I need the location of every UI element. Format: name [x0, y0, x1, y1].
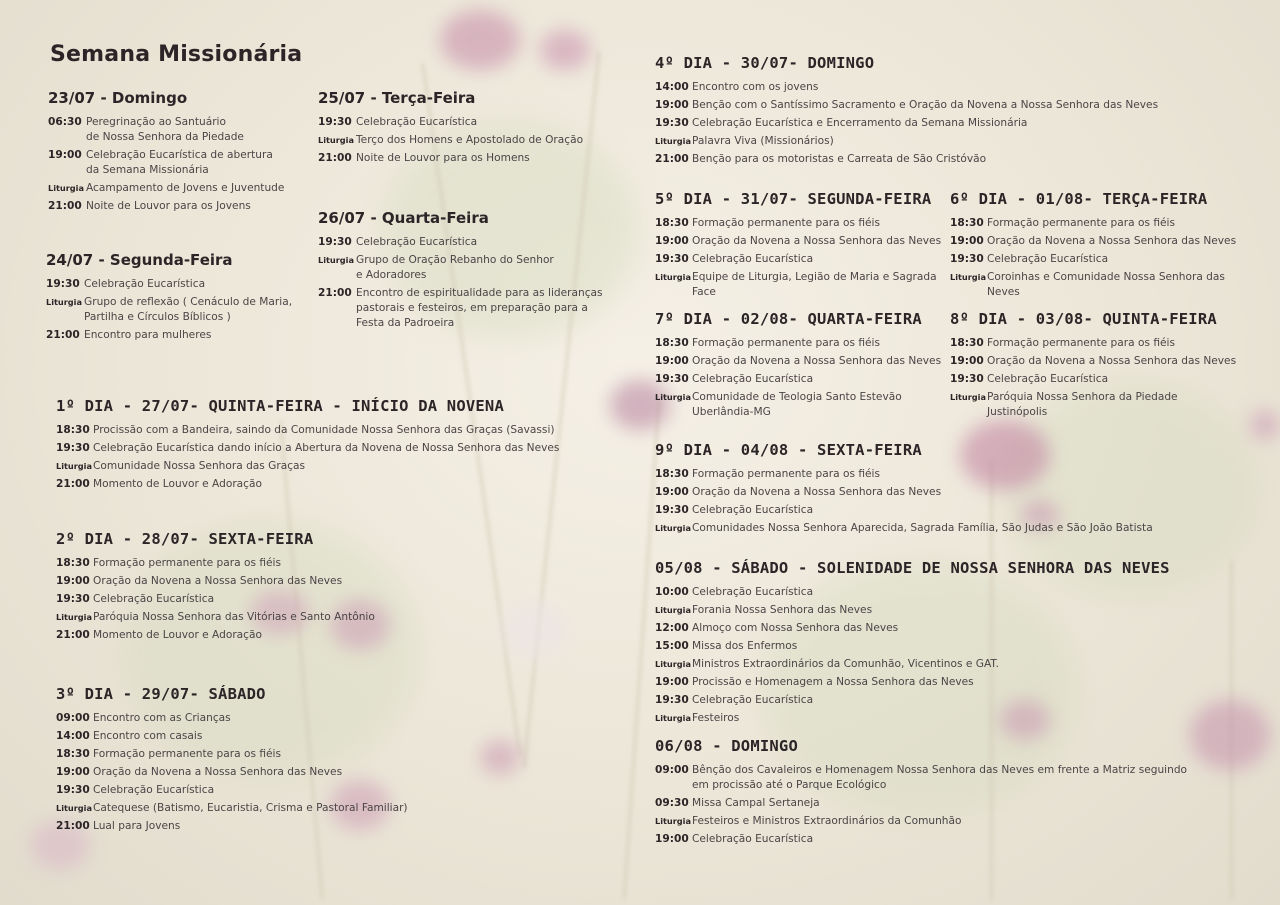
schedule-section [318, 209, 628, 334]
time-label: 19:00 [56, 575, 90, 587]
event-description: Palavra Viva (Missionários) [692, 135, 834, 147]
schedule-row [950, 372, 1240, 387]
section-heading: 06/08 - DOMINGO [655, 737, 798, 755]
event-description: Grupo de Oração Rebanho do Senhor e Adoradores [356, 254, 554, 281]
schedule-row [655, 832, 1255, 847]
event-description: Formação permanente para os fiéis [987, 337, 1176, 349]
schedule-row [655, 252, 945, 267]
event-description: Encontro com casais [93, 730, 203, 742]
time-label: 21:00 [56, 478, 90, 490]
time-label: 19:30 [56, 784, 90, 796]
time-label: 19:00 [950, 235, 984, 247]
liturgy-label: Liturgia [655, 605, 691, 615]
schedule-section [655, 54, 1255, 170]
schedule-row [56, 783, 616, 798]
event-description: Celebração Eucarística [987, 373, 1109, 385]
schedule-row [655, 603, 1255, 618]
time-label: 19:30 [655, 253, 689, 265]
time-label: 19:30 [950, 373, 984, 385]
schedule-row [655, 693, 1255, 708]
event-description: Paróquia Nossa Senhora das Vitórias e Santo Antônio [93, 611, 375, 623]
time-label: 14:00 [56, 730, 90, 742]
event-description: Comunidade Nossa Senhora das Graças [93, 460, 306, 472]
time-label: 18:30 [655, 337, 689, 349]
schedule-row [950, 252, 1240, 267]
event-description: Bênção dos Cavaleiros e Homenagem Nossa Senhora das Neves em frente a Matriz seguindo em procissão até o Parque Ecológico [692, 764, 1188, 791]
schedule-row [950, 390, 1240, 420]
event-description: Encontro com os jovens [692, 81, 819, 93]
time-label: 18:30 [950, 217, 984, 229]
liturgy-label: Liturgia [56, 461, 92, 471]
event-description: Encontro para mulheres [84, 329, 212, 341]
liturgy-label: Liturgia [48, 183, 84, 193]
time-label: 15:00 [655, 640, 689, 652]
schedule-section [950, 190, 1240, 303]
schedule-row [56, 477, 616, 492]
time-label: 09:30 [655, 797, 689, 809]
event-description: Oração da Novena a Nossa Senhora das Neves [93, 575, 343, 587]
time-label: 09:00 [56, 712, 90, 724]
schedule-row [655, 234, 945, 249]
time-label: 19:30 [950, 253, 984, 265]
schedule-row [655, 336, 945, 351]
event-description: Festeiros [692, 712, 740, 724]
event-description: Terço dos Homens e Apostolado de Oração [356, 134, 584, 146]
event-description: Forania Nossa Senhora das Neves [692, 604, 873, 616]
schedule-row [950, 234, 1240, 249]
event-description: Ministros Extraordinários da Comunhão, Vicentinos e GAT. [692, 658, 999, 670]
schedule-section [56, 530, 616, 646]
liturgy-label: Liturgia [655, 659, 691, 669]
schedule-row [56, 765, 616, 780]
schedule-row [655, 80, 1255, 95]
section-heading: 2º DIA - 28/07- SEXTA-FEIRA [56, 530, 314, 548]
section-heading: 25/07 - Terça-Feira [318, 89, 476, 107]
event-description: Celebração Eucarística [692, 833, 814, 845]
event-description: Formação permanente para os fiéis [692, 337, 881, 349]
schedule-row [655, 467, 1255, 482]
schedule-section [56, 397, 616, 495]
event-description: Encontro com as Crianças [93, 712, 231, 724]
schedule-row [56, 747, 616, 762]
section-heading: 24/07 - Segunda-Feira [46, 251, 233, 269]
time-label: 21:00 [318, 287, 352, 299]
time-label: 06:30 [48, 116, 82, 128]
schedule-row [56, 819, 616, 834]
schedule-row [56, 574, 616, 589]
schedule-row [655, 675, 1255, 690]
event-description: Catequese (Batismo, Eucaristia, Crisma e Pastoral Familiar) [93, 802, 408, 814]
time-label: 19:30 [655, 373, 689, 385]
event-description: Paróquia Nossa Senhora da Piedade Justinópolis [987, 391, 1178, 418]
time-label: 19:30 [56, 442, 90, 454]
section-heading: 8º DIA - 03/08- QUINTA-FEIRA [950, 310, 1217, 328]
schedule-section [318, 89, 618, 169]
event-description: Oração da Novena a Nossa Senhora das Neves [987, 355, 1237, 367]
time-label: 19:00 [655, 486, 689, 498]
liturgy-label: Liturgia [318, 135, 354, 145]
event-description: Procissão e Homenagem a Nossa Senhora das Neves [692, 676, 974, 688]
time-label: 18:30 [655, 217, 689, 229]
schedule-section [655, 559, 1255, 729]
page-title: Semana Missionária [50, 42, 303, 67]
section-heading: 5º DIA - 31/07- SEGUNDA-FEIRA [655, 190, 932, 208]
time-label: 19:00 [655, 99, 689, 111]
schedule-row [655, 639, 1255, 654]
event-description: Celebração Eucarística [987, 253, 1109, 265]
schedule-row [655, 585, 1255, 600]
schedule-row [655, 116, 1255, 131]
event-description: Oração da Novena a Nossa Senhora das Neves [987, 235, 1237, 247]
event-description: Formação permanente para os fiéis [987, 217, 1176, 229]
event-description: Missa dos Enfermos [692, 640, 798, 652]
event-description: Coroinhas e Comunidade Nossa Senhora das Neves [987, 271, 1225, 298]
time-label: 19:30 [56, 593, 90, 605]
schedule-row [655, 657, 1255, 672]
time-label: 18:30 [56, 424, 90, 436]
time-label: 19:00 [655, 355, 689, 367]
section-heading: 9º DIA - 04/08 - SEXTA-FEIRA [655, 441, 922, 459]
liturgy-label: Liturgia [655, 136, 691, 146]
schedule-section [655, 310, 945, 423]
time-label: 19:30 [655, 117, 689, 129]
schedule-row [655, 711, 1255, 726]
schedule-row [655, 372, 945, 387]
schedule-row [48, 181, 308, 196]
event-description: Noite de Louvor para os Homens [356, 152, 530, 164]
time-label: 19:30 [655, 694, 689, 706]
time-label: 21:00 [56, 629, 90, 641]
event-description: Celebração Eucarística e Encerramento da Semana Missionária [692, 117, 1028, 129]
schedule-section [655, 737, 1255, 850]
schedule-row [655, 621, 1255, 636]
time-label: 09:00 [655, 764, 689, 776]
schedule-row [48, 148, 308, 178]
event-description: Celebração Eucarística dando início a Abertura da Novena de Nossa Senhora das Neves [93, 442, 560, 454]
time-label: 18:30 [950, 337, 984, 349]
schedule-row [56, 592, 616, 607]
time-label: 19:00 [56, 766, 90, 778]
event-description: Benção para os motoristas e Carreata de São Cristóvão [692, 153, 987, 165]
schedule-row [318, 151, 618, 166]
event-description: Benção com o Santíssimo Sacramento e Oração da Novena a Nossa Senhora das Neves [692, 99, 1159, 111]
event-description: Momento de Louvor e Adoração [93, 478, 262, 490]
schedule-row [318, 235, 628, 250]
time-label: 19:00 [48, 149, 82, 161]
event-description: Oração da Novena a Nossa Senhora das Neves [692, 355, 942, 367]
event-description: Lual para Jovens [93, 820, 181, 832]
schedule-row [318, 286, 628, 331]
event-description: Festeiros e Ministros Extraordinários da Comunhão [692, 815, 962, 827]
event-description: Procissão com a Bandeira, saindo da Comunidade Nossa Senhora das Graças (Savassi) [93, 424, 555, 436]
time-label: 18:30 [56, 557, 90, 569]
schedule-row [655, 270, 945, 300]
schedule-row [655, 390, 945, 420]
section-heading: 6º DIA - 01/08- TERÇA-FEIRA [950, 190, 1208, 208]
schedule-row [655, 485, 1255, 500]
schedule-row [655, 152, 1255, 167]
time-label: 19:30 [46, 278, 80, 290]
section-heading: 05/08 - SÁBADO - SOLENIDADE DE NOSSA SENHORA DAS NEVES [655, 559, 1170, 577]
time-label: 19:30 [318, 116, 352, 128]
schedule-row [950, 216, 1240, 231]
schedule-row [655, 814, 1255, 829]
liturgy-label: Liturgia [655, 392, 691, 402]
time-label: 19:30 [318, 236, 352, 248]
schedule-row [48, 199, 308, 214]
event-description: Oração da Novena a Nossa Senhora das Neves [692, 486, 942, 498]
schedule-row [655, 216, 945, 231]
schedule-section [56, 685, 616, 837]
event-description: Celebração Eucarística [356, 236, 478, 248]
event-description: Formação permanente para os fiéis [93, 748, 282, 760]
schedule-row [655, 134, 1255, 149]
schedule-row [950, 270, 1240, 300]
schedule-row [655, 763, 1255, 793]
event-description: Encontro de espiritualidade para as lideranças pastorais e festeiros, em preparação para a Festa da Padroeira [356, 287, 603, 329]
event-description: Celebração Eucarística [692, 586, 814, 598]
liturgy-label: Liturgia [655, 272, 691, 282]
event-description: Missa Campal Sertaneja [692, 797, 820, 809]
event-description: Oração da Novena a Nossa Senhora das Neves [93, 766, 343, 778]
schedule-section [950, 310, 1240, 423]
schedule-row [56, 459, 616, 474]
event-description: Celebração Eucarística [93, 593, 215, 605]
event-description: Celebração Eucarística [692, 253, 814, 265]
time-label: 19:00 [950, 355, 984, 367]
liturgy-label: Liturgia [655, 713, 691, 723]
schedule-row [56, 628, 616, 643]
time-label: 21:00 [56, 820, 90, 832]
event-description: Celebração Eucarística [692, 373, 814, 385]
liturgy-label: Liturgia [655, 523, 691, 533]
event-description: Noite de Louvor para os Jovens [86, 200, 251, 212]
schedule-row [56, 610, 616, 625]
schedule-row [56, 441, 616, 456]
event-description: Oração da Novena a Nossa Senhora das Neves [692, 235, 942, 247]
event-description: Equipe de Liturgia, Legião de Maria e Sagrada Face [692, 271, 937, 298]
time-label: 21:00 [318, 152, 352, 164]
schedule-section [48, 89, 308, 217]
schedule-section [46, 251, 316, 346]
event-description: Celebração Eucarística [356, 116, 478, 128]
schedule-row [655, 521, 1255, 536]
schedule-row [950, 336, 1240, 351]
event-description: Almoço com Nossa Senhora das Neves [692, 622, 899, 634]
schedule-row [655, 98, 1255, 113]
time-label: 21:00 [46, 329, 80, 341]
schedule-row [56, 423, 616, 438]
schedule-row [950, 354, 1240, 369]
liturgy-label: Liturgia [950, 272, 986, 282]
section-heading: 4º DIA - 30/07- DOMINGO [655, 54, 875, 72]
schedule-row [46, 277, 316, 292]
time-label: 12:00 [655, 622, 689, 634]
event-description: Formação permanente para os fiéis [692, 217, 881, 229]
event-description: Peregrinação ao Santuário de Nossa Senhora da Piedade [86, 116, 244, 143]
time-label: 18:30 [56, 748, 90, 760]
schedule-row [655, 503, 1255, 518]
time-label: 18:30 [655, 468, 689, 480]
event-description: Momento de Louvor e Adoração [93, 629, 262, 641]
time-label: 21:00 [48, 200, 82, 212]
event-description: Celebração Eucarística [84, 278, 206, 290]
liturgy-label: Liturgia [46, 297, 82, 307]
section-heading: 26/07 - Quarta-Feira [318, 209, 489, 227]
liturgy-label: Liturgia [56, 803, 92, 813]
event-description: Formação permanente para os fiéis [692, 468, 881, 480]
event-description: Celebração Eucarística de abertura da Semana Missionária [86, 149, 273, 176]
liturgy-label: Liturgia [56, 612, 92, 622]
event-description: Acampamento de Jovens e Juventude [86, 182, 285, 194]
section-heading: 1º DIA - 27/07- QUINTA-FEIRA - INÍCIO DA NOVENA [56, 397, 504, 415]
time-label: 19:00 [655, 676, 689, 688]
event-description: Comunidades Nossa Senhora Aparecida, Sagrada Família, São Judas e São João Batista [692, 522, 1153, 534]
schedule-row [655, 796, 1255, 811]
liturgy-label: Liturgia [655, 816, 691, 826]
event-description: Celebração Eucarística [692, 694, 814, 706]
time-label: 14:00 [655, 81, 689, 93]
schedule-row [318, 133, 618, 148]
section-heading: 23/07 - Domingo [48, 89, 188, 107]
event-description: Celebração Eucarística [692, 504, 814, 516]
section-heading: 7º DIA - 02/08- QUARTA-FEIRA [655, 310, 922, 328]
schedule-section [655, 190, 945, 303]
time-label: 21:00 [655, 153, 689, 165]
event-description: Formação permanente para os fiéis [93, 557, 282, 569]
schedule-row [318, 115, 618, 130]
schedule-section [655, 441, 1255, 539]
schedule-row [318, 253, 628, 283]
event-description: Celebração Eucarística [93, 784, 215, 796]
schedule-row [56, 729, 616, 744]
time-label: 19:30 [655, 504, 689, 516]
schedule-row [56, 711, 616, 726]
time-label: 10:00 [655, 586, 689, 598]
section-heading: 3º DIA - 29/07- SÁBADO [56, 685, 266, 703]
liturgy-label: Liturgia [950, 392, 986, 402]
time-label: 19:00 [655, 833, 689, 845]
schedule-row [56, 556, 616, 571]
liturgy-label: Liturgia [318, 255, 354, 265]
schedule-row [46, 328, 316, 343]
schedule-row [48, 115, 308, 145]
event-description: Grupo de reflexão ( Cenáculo de Maria, Partilha e Círculos Bíblicos ) [84, 296, 293, 323]
time-label: 19:00 [655, 235, 689, 247]
schedule-row [56, 801, 616, 816]
schedule-row [46, 295, 316, 325]
schedule-row [655, 354, 945, 369]
event-description: Comunidade de Teologia Santo Estevão Uberlândia-MG [692, 391, 902, 418]
